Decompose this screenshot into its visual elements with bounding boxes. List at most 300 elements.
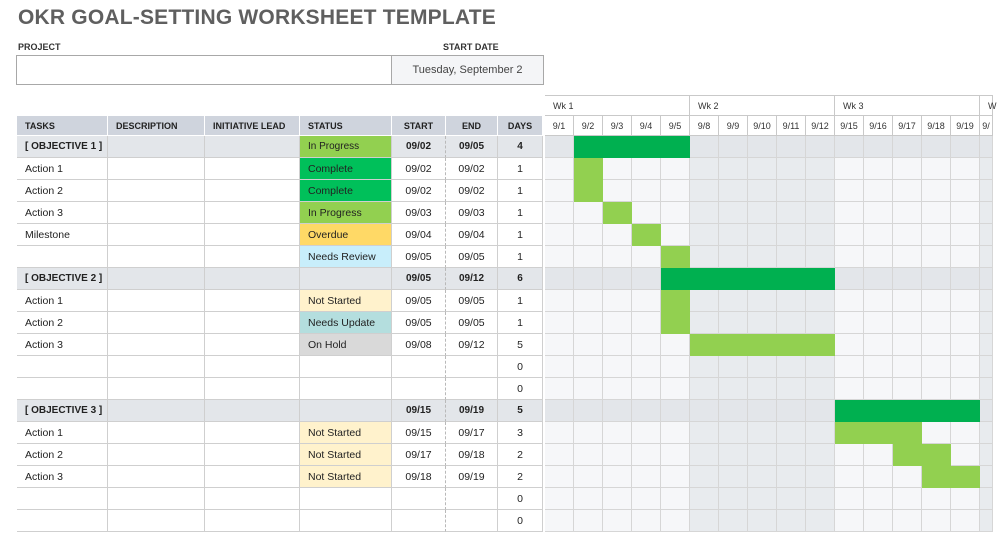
gantt-cell — [806, 202, 835, 224]
gantt-cell — [574, 444, 603, 466]
column-header-tasks: TASKS — [17, 116, 108, 136]
cell-tasks[interactable]: Action 2 — [17, 180, 108, 202]
start-date-label: START DATE — [443, 42, 499, 52]
gantt-cell — [806, 510, 835, 532]
gantt-cell — [603, 224, 632, 246]
task-gantt-bar — [893, 444, 951, 466]
gantt-cell — [661, 356, 690, 378]
column-header-initiative-lead: INITIATIVE LEAD — [205, 116, 300, 136]
gantt-cell — [922, 422, 951, 444]
cell-end[interactable] — [446, 488, 498, 510]
cell-start[interactable]: 09/04 — [392, 224, 446, 246]
gantt-cell — [748, 356, 777, 378]
gantt-cell — [893, 268, 922, 290]
gantt-cell — [922, 510, 951, 532]
cell-start[interactable]: 09/02 — [392, 158, 446, 180]
gantt-cell — [574, 312, 603, 334]
gantt-cell — [719, 158, 748, 180]
cell-days: 1 — [498, 246, 543, 268]
gantt-day-header: 9/15 — [835, 116, 864, 136]
cell-start[interactable]: 09/15 — [392, 422, 446, 444]
cell-description[interactable] — [108, 488, 205, 510]
gantt-cell — [864, 180, 893, 202]
cell-tasks[interactable]: Action 3 — [17, 466, 108, 488]
cell-description[interactable] — [108, 466, 205, 488]
cell-status[interactable]: Needs Review — [300, 246, 392, 268]
gantt-cell — [777, 356, 806, 378]
gantt-cell — [545, 136, 574, 158]
gantt-cell — [690, 444, 719, 466]
gantt-cell — [806, 400, 835, 422]
gantt-day-header: 9/4 — [632, 116, 661, 136]
cell-status[interactable] — [300, 268, 392, 290]
gantt-cell — [545, 312, 574, 334]
cell-end[interactable]: 09/02 — [446, 180, 498, 202]
task-gantt-bar — [632, 224, 661, 246]
gantt-cell — [545, 422, 574, 444]
gantt-cell — [545, 158, 574, 180]
cell-initiative-lead[interactable] — [205, 290, 300, 312]
cell-initiative-lead[interactable] — [205, 312, 300, 334]
gantt-cell — [574, 378, 603, 400]
gantt-cell — [545, 334, 574, 356]
gantt-cell — [719, 180, 748, 202]
cell-description[interactable] — [108, 224, 205, 246]
gantt-cell — [951, 334, 980, 356]
cell-tasks[interactable]: Milestone — [17, 224, 108, 246]
gantt-cell — [922, 488, 951, 510]
cell-initiative-lead[interactable] — [205, 378, 300, 400]
gantt-cell — [835, 334, 864, 356]
gantt-cell — [835, 378, 864, 400]
gantt-cell — [632, 510, 661, 532]
gantt-cell — [603, 422, 632, 444]
gantt-cell — [951, 180, 980, 202]
gantt-cell — [690, 510, 719, 532]
cell-tasks[interactable] — [17, 488, 108, 510]
gantt-cell — [777, 158, 806, 180]
cell-status[interactable]: Not Started — [300, 444, 392, 466]
gantt-cell — [777, 136, 806, 158]
column-header-days: DAYS — [498, 116, 543, 136]
gantt-cell — [661, 202, 690, 224]
gantt-cell — [574, 202, 603, 224]
gantt-cell — [748, 510, 777, 532]
cell-description[interactable] — [108, 422, 205, 444]
cell-days: 5 — [498, 400, 543, 422]
gantt-cell — [980, 422, 993, 444]
gantt-cell — [574, 400, 603, 422]
gantt-cell — [690, 488, 719, 510]
cell-tasks[interactable] — [17, 246, 108, 268]
gantt-cell — [690, 356, 719, 378]
column-header-description: DESCRIPTION — [108, 116, 205, 136]
cell-status[interactable]: Not Started — [300, 422, 392, 444]
gantt-cell — [719, 466, 748, 488]
gantt-cell — [980, 224, 993, 246]
gantt-cell — [748, 488, 777, 510]
cell-status[interactable]: Complete — [300, 158, 392, 180]
cell-initiative-lead[interactable] — [205, 400, 300, 422]
cell-status[interactable]: Needs Update — [300, 312, 392, 334]
gantt-cell — [922, 158, 951, 180]
gantt-cell — [980, 510, 993, 532]
gantt-cell — [835, 136, 864, 158]
gantt-cell — [748, 378, 777, 400]
column-header-status: STATUS — [300, 116, 392, 136]
cell-tasks[interactable]: Action 3 — [17, 202, 108, 224]
cell-days: 1 — [498, 180, 543, 202]
cell-start[interactable] — [392, 378, 446, 400]
gantt-cell — [893, 334, 922, 356]
gantt-cell — [893, 158, 922, 180]
gantt-week-header: Wk 3 — [835, 95, 980, 116]
gantt-cell — [893, 202, 922, 224]
cell-tasks[interactable]: Action 2 — [17, 444, 108, 466]
gantt-cell — [835, 488, 864, 510]
start-date-field[interactable]: Tuesday, September 2 — [391, 55, 544, 85]
cell-status[interactable] — [300, 400, 392, 422]
gantt-cell — [864, 466, 893, 488]
gantt-cell — [603, 334, 632, 356]
gantt-cell — [661, 422, 690, 444]
gantt-cell — [690, 466, 719, 488]
gantt-cell — [574, 334, 603, 356]
gantt-cell — [980, 158, 993, 180]
gantt-cell — [806, 312, 835, 334]
gantt-cell — [719, 136, 748, 158]
gantt-cell — [806, 246, 835, 268]
gantt-cell — [632, 334, 661, 356]
gantt-cell — [690, 246, 719, 268]
cell-start[interactable] — [392, 488, 446, 510]
gantt-cell — [777, 400, 806, 422]
gantt-cell — [632, 312, 661, 334]
gantt-cell — [632, 246, 661, 268]
gantt-cell — [806, 422, 835, 444]
objective-gantt-bar — [574, 136, 690, 158]
gantt-cell — [864, 334, 893, 356]
gantt-cell — [574, 268, 603, 290]
cell-start[interactable]: 09/18 — [392, 466, 446, 488]
cell-start[interactable]: 09/05 — [392, 246, 446, 268]
gantt-cell — [864, 510, 893, 532]
cell-status[interactable] — [300, 488, 392, 510]
cell-initiative-lead[interactable] — [205, 246, 300, 268]
gantt-cell — [632, 378, 661, 400]
cell-status[interactable]: On Hold — [300, 334, 392, 356]
gantt-cell — [922, 224, 951, 246]
gantt-cell — [603, 488, 632, 510]
cell-days: 1 — [498, 224, 543, 246]
cell-end[interactable]: 09/02 — [446, 158, 498, 180]
gantt-cell — [603, 400, 632, 422]
gantt-cell — [719, 246, 748, 268]
gantt-cell — [864, 246, 893, 268]
gantt-cell — [951, 224, 980, 246]
cell-end[interactable]: 09/12 — [446, 334, 498, 356]
cell-start[interactable]: 09/05 — [392, 268, 446, 290]
cell-start[interactable]: 09/08 — [392, 334, 446, 356]
gantt-cell — [951, 290, 980, 312]
task-gantt-bar — [574, 180, 603, 202]
gantt-cell — [980, 356, 993, 378]
gantt-cell — [980, 400, 993, 422]
cell-description[interactable] — [108, 268, 205, 290]
gantt-cell — [748, 466, 777, 488]
cell-tasks[interactable] — [17, 378, 108, 400]
cell-status[interactable] — [300, 356, 392, 378]
gantt-cell — [574, 422, 603, 444]
cell-tasks[interactable] — [17, 510, 108, 532]
cell-end[interactable]: 09/18 — [446, 444, 498, 466]
gantt-cell — [690, 180, 719, 202]
cell-days: 1 — [498, 158, 543, 180]
cell-initiative-lead[interactable] — [205, 466, 300, 488]
cell-initiative-lead[interactable] — [205, 488, 300, 510]
gantt-cell — [603, 180, 632, 202]
gantt-cell — [545, 290, 574, 312]
cell-description[interactable] — [108, 356, 205, 378]
cell-description[interactable] — [108, 180, 205, 202]
gantt-cell — [777, 444, 806, 466]
gantt-cell — [835, 158, 864, 180]
gantt-cell — [632, 444, 661, 466]
cell-end[interactable]: 09/17 — [446, 422, 498, 444]
cell-initiative-lead[interactable] — [205, 136, 300, 158]
gantt-cell — [777, 378, 806, 400]
gantt-cell — [980, 136, 993, 158]
cell-end[interactable] — [446, 378, 498, 400]
cell-start[interactable] — [392, 356, 446, 378]
cell-status[interactable]: Not Started — [300, 290, 392, 312]
gantt-cell — [719, 444, 748, 466]
gantt-cell — [864, 202, 893, 224]
gantt-cell — [632, 180, 661, 202]
gantt-cell — [777, 488, 806, 510]
task-gantt-bar — [835, 422, 922, 444]
cell-description[interactable] — [108, 158, 205, 180]
gantt-cell — [661, 510, 690, 532]
gantt-cell — [719, 400, 748, 422]
gantt-cell — [748, 180, 777, 202]
gantt-cell — [719, 224, 748, 246]
gantt-cell — [835, 444, 864, 466]
gantt-day-header: 9/12 — [806, 116, 835, 136]
gantt-cell — [864, 488, 893, 510]
gantt-cell — [951, 202, 980, 224]
gantt-cell — [893, 290, 922, 312]
cell-tasks[interactable]: [ OBJECTIVE 3 ] — [17, 400, 108, 422]
cell-days: 5 — [498, 334, 543, 356]
gantt-cell — [951, 422, 980, 444]
gantt-cell — [922, 356, 951, 378]
gantt-cell — [835, 466, 864, 488]
gantt-cell — [893, 246, 922, 268]
gantt-cell — [806, 224, 835, 246]
gantt-cell — [777, 202, 806, 224]
gantt-cell — [719, 510, 748, 532]
cell-start[interactable]: 09/15 — [392, 400, 446, 422]
cell-end[interactable] — [446, 356, 498, 378]
objective-gantt-bar — [661, 268, 835, 290]
cell-initiative-lead[interactable] — [205, 334, 300, 356]
cell-days: 3 — [498, 422, 543, 444]
gantt-cell — [951, 444, 980, 466]
gantt-day-header: 9/11 — [777, 116, 806, 136]
cell-initiative-lead[interactable] — [205, 510, 300, 532]
cell-initiative-lead[interactable] — [205, 268, 300, 290]
cell-status[interactable]: In Progress — [300, 202, 392, 224]
gantt-cell — [951, 356, 980, 378]
gantt-cell — [893, 378, 922, 400]
gantt-cell — [980, 466, 993, 488]
cell-description[interactable] — [108, 246, 205, 268]
gantt-cell — [980, 246, 993, 268]
gantt-cell — [835, 510, 864, 532]
gantt-cell — [690, 290, 719, 312]
gantt-week-header: Wk 2 — [690, 95, 835, 116]
cell-end[interactable]: 09/05 — [446, 290, 498, 312]
cell-initiative-lead[interactable] — [205, 202, 300, 224]
page-title: OKR GOAL-SETTING WORKSHEET TEMPLATE — [18, 6, 496, 29]
gantt-week-header: Wk 1 — [545, 95, 690, 116]
cell-description[interactable] — [108, 510, 205, 532]
gantt-day-header: 9/1 — [545, 116, 574, 136]
cell-end[interactable]: 09/05 — [446, 136, 498, 158]
gantt-cell — [748, 158, 777, 180]
gantt-cell — [922, 136, 951, 158]
gantt-cell — [719, 290, 748, 312]
cell-start[interactable]: 09/03 — [392, 202, 446, 224]
cell-description[interactable] — [108, 334, 205, 356]
cell-tasks[interactable]: [ OBJECTIVE 2 ] — [17, 268, 108, 290]
cell-start[interactable] — [392, 510, 446, 532]
cell-initiative-lead[interactable] — [205, 356, 300, 378]
cell-description[interactable] — [108, 400, 205, 422]
gantt-day-header: 9/3 — [603, 116, 632, 136]
cell-tasks[interactable]: Action 2 — [17, 312, 108, 334]
cell-status[interactable]: Overdue — [300, 224, 392, 246]
cell-end[interactable]: 09/19 — [446, 400, 498, 422]
gantt-cell — [690, 400, 719, 422]
cell-initiative-lead[interactable] — [205, 444, 300, 466]
gantt-cell — [661, 224, 690, 246]
gantt-cell — [922, 246, 951, 268]
gantt-cell — [690, 224, 719, 246]
gantt-cell — [603, 356, 632, 378]
gantt-cell — [777, 246, 806, 268]
gantt-cell — [893, 312, 922, 334]
cell-end[interactable] — [446, 510, 498, 532]
task-gantt-bar — [574, 158, 603, 180]
cell-end[interactable]: 09/12 — [446, 268, 498, 290]
cell-tasks[interactable]: Action 3 — [17, 334, 108, 356]
cell-initiative-lead[interactable] — [205, 158, 300, 180]
gantt-cell — [922, 202, 951, 224]
cell-tasks[interactable]: Action 1 — [17, 158, 108, 180]
cell-start[interactable]: 09/02 — [392, 180, 446, 202]
gantt-cell — [748, 422, 777, 444]
gantt-cell — [719, 488, 748, 510]
cell-end[interactable]: 09/04 — [446, 224, 498, 246]
gantt-cell — [690, 202, 719, 224]
task-gantt-bar — [922, 466, 980, 488]
gantt-cell — [603, 444, 632, 466]
cell-status[interactable] — [300, 510, 392, 532]
cell-end[interactable]: 09/19 — [446, 466, 498, 488]
cell-end[interactable]: 09/05 — [446, 246, 498, 268]
cell-description[interactable] — [108, 290, 205, 312]
cell-days: 1 — [498, 202, 543, 224]
gantt-cell — [864, 356, 893, 378]
gantt-cell — [951, 312, 980, 334]
column-header-start: START — [392, 116, 446, 136]
cell-description[interactable] — [108, 378, 205, 400]
gantt-cell — [661, 334, 690, 356]
cell-days: 0 — [498, 510, 543, 532]
gantt-cell — [661, 400, 690, 422]
gantt-day-header: 9/2 — [574, 116, 603, 136]
gantt-cell — [864, 290, 893, 312]
gantt-cell — [603, 268, 632, 290]
cell-start[interactable]: 09/05 — [392, 290, 446, 312]
gantt-cell — [545, 510, 574, 532]
cell-status[interactable]: Not Started — [300, 466, 392, 488]
cell-tasks[interactable] — [17, 356, 108, 378]
gantt-cell — [893, 356, 922, 378]
gantt-cell — [632, 356, 661, 378]
gantt-cell — [603, 158, 632, 180]
gantt-cell — [632, 488, 661, 510]
gantt-cell — [922, 290, 951, 312]
gantt-cell — [748, 246, 777, 268]
cell-status[interactable]: In Progress — [300, 136, 392, 158]
cell-end[interactable]: 09/05 — [446, 312, 498, 334]
cell-tasks[interactable]: Action 1 — [17, 290, 108, 312]
cell-end[interactable]: 09/03 — [446, 202, 498, 224]
gantt-cell — [951, 488, 980, 510]
cell-start[interactable]: 09/02 — [392, 136, 446, 158]
cell-description[interactable] — [108, 202, 205, 224]
gantt-cell — [893, 466, 922, 488]
gantt-cell — [806, 136, 835, 158]
cell-initiative-lead[interactable] — [205, 180, 300, 202]
gantt-cell — [893, 488, 922, 510]
gantt-cell — [574, 290, 603, 312]
gantt-cell — [603, 378, 632, 400]
cell-description[interactable] — [108, 444, 205, 466]
gantt-cell — [922, 334, 951, 356]
cell-status[interactable] — [300, 378, 392, 400]
gantt-cell — [951, 378, 980, 400]
cell-start[interactable]: 09/17 — [392, 444, 446, 466]
gantt-cell — [545, 378, 574, 400]
cell-description[interactable] — [108, 312, 205, 334]
gantt-cell — [864, 312, 893, 334]
cell-tasks[interactable]: Action 1 — [17, 422, 108, 444]
cell-status[interactable]: Complete — [300, 180, 392, 202]
cell-days: 2 — [498, 444, 543, 466]
cell-description[interactable] — [108, 136, 205, 158]
gantt-cell — [632, 268, 661, 290]
cell-days: 2 — [498, 466, 543, 488]
gantt-day-header: 9/ — [980, 116, 993, 136]
cell-initiative-lead[interactable] — [205, 224, 300, 246]
cell-initiative-lead[interactable] — [205, 422, 300, 444]
cell-start[interactable]: 09/05 — [392, 312, 446, 334]
cell-tasks[interactable]: [ OBJECTIVE 1 ] — [17, 136, 108, 158]
